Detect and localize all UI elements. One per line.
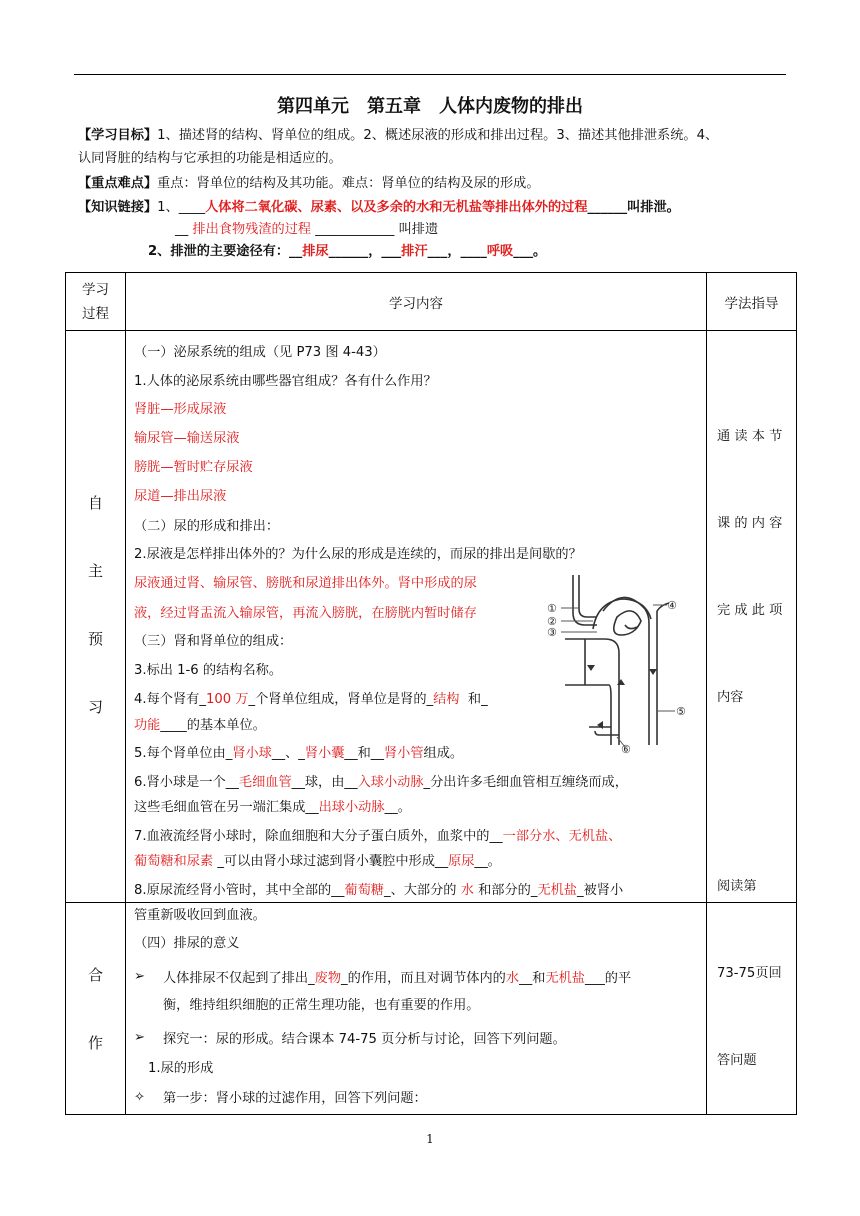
bullet-arrow-1: ➢ — [134, 969, 146, 984]
q6-suffix: _分出许多毛细血管相互缠绕而成， — [423, 775, 628, 790]
q6-answer-2: 入球小动脉 — [357, 775, 424, 790]
nephron-diagram — [545, 575, 690, 755]
p1-middle-1: _的作用，而且对调节体内的 — [341, 971, 506, 986]
q5-answer-1: 肾小球 — [232, 746, 272, 761]
link-2-answer: 排出食物残渣的过程 — [192, 222, 312, 237]
nephron-structure — [565, 575, 669, 745]
label-4: ④ — [667, 599, 677, 612]
link-3-sep-1: ______，___ — [328, 244, 402, 259]
page-title: 第四单元 第五章 人体内废物的排出 — [277, 96, 583, 117]
answer-1-bladder: 膀胱—暂时贮存尿液 — [134, 460, 253, 475]
guide-1-line-4: 内容 — [717, 690, 744, 705]
question-6-cont — [134, 799, 411, 817]
label-2: ② — [547, 615, 557, 628]
q6-middle: __球，由__ — [291, 775, 358, 790]
section-2-title: （二）尿的形成和排出： — [134, 519, 280, 534]
answer-1-ureter: 输尿管—输送尿液 — [134, 431, 240, 446]
key-label: 【重点难点】 — [78, 176, 158, 191]
link-3-answer-1: 排尿 — [302, 244, 329, 259]
question-2: 2.尿液是怎样排出体外的？为什么尿的形成是连续的，而尿的排出是间歇的？ — [134, 547, 582, 562]
link-1-suffix: ______叫排泄。 — [587, 200, 680, 215]
key-text: 重点：肾单位的结构及其功能。难点：肾单位的结构及尿的形成。 — [157, 176, 540, 191]
goals-line-2: 认同肾脏的结构与它承担的功能是相适应的。 — [78, 151, 342, 166]
q6-cont-suffix: __。 — [384, 800, 411, 815]
label-6: ⑥ — [621, 743, 631, 755]
q4-middle: _个肾单位组成，肾单位是肾的_ — [248, 692, 434, 707]
arrow-down-1 — [587, 665, 595, 671]
q7-cont-answer-1: 葡萄糖和尿素 — [134, 854, 214, 869]
q5-sep-2: __和__ — [344, 746, 384, 761]
side-char-3: 预 — [88, 630, 104, 648]
label-leaders — [561, 605, 675, 747]
process-header — [66, 273, 126, 331]
guide-2-line-2: 73-75页回 — [717, 966, 782, 981]
p1-answer-2: 水 — [505, 971, 520, 986]
link-3-answer-3: 呼吸 — [486, 244, 514, 259]
question-4-cont — [134, 717, 266, 735]
side-char-2: 主 — [88, 562, 104, 580]
knowledge-link-1 — [78, 196, 680, 219]
side-char-1: 自 — [88, 494, 104, 512]
q5-prefix: 5.每个肾单位由_ — [134, 746, 233, 761]
q4-answer-3: 功能 — [134, 718, 161, 733]
bullet-arrow-2: ➢ — [134, 1030, 146, 1045]
goals-line-1 — [78, 124, 718, 147]
q6-cont-prefix: 这些毛细血管在另一端汇集成__ — [134, 800, 319, 815]
goals-label: 【学习目标】 — [78, 128, 158, 143]
q5-suffix: 组成。 — [423, 746, 464, 761]
q7-cont-middle: _可以由肾小球过滤到肾小囊腔中形成__ — [213, 854, 449, 869]
diagram-labels — [547, 599, 686, 755]
link-2-prefix: __ — [175, 222, 193, 237]
q4-answer-1: 100 万 — [205, 692, 249, 707]
q4-suffix: 和_ — [459, 692, 488, 707]
question-8-cont: 管重新吸收回到血液。 — [134, 908, 266, 923]
table-header-row — [66, 273, 797, 331]
section-4-title: （四）排尿的意义 — [134, 936, 240, 951]
link-3-suffix: ___。 — [513, 244, 547, 259]
guide-block-1 — [717, 364, 782, 741]
self-study-side — [66, 331, 126, 903]
guide-2-line-3: 答问题 — [717, 1053, 757, 1068]
paragraph-1 — [163, 970, 631, 988]
answer-1-kidney: 肾脏—形成尿液 — [134, 402, 227, 417]
paragraph-3: 1.尿的形成 — [148, 1061, 214, 1076]
q6-answer-1: 毛细血管 — [238, 775, 292, 790]
q7-cont-suffix: __。 — [474, 854, 501, 869]
q6-cont-answer: 出球小动脉 — [318, 800, 385, 815]
page-number: 1 — [426, 1132, 434, 1146]
link-3-sep-2: ___，____ — [427, 244, 487, 259]
link-3-answer-2: 排汗 — [401, 244, 428, 259]
guide-2-line-1: 阅读第 — [717, 879, 757, 894]
flow-arrows — [587, 665, 657, 729]
q8-answer-1: 葡萄糖 — [344, 883, 384, 898]
question-8 — [134, 882, 623, 900]
side-char-5: 合 — [88, 966, 104, 984]
q7-answer-1: 一部分水、无机盐、 — [502, 829, 622, 844]
label-3: ③ — [547, 626, 557, 639]
answer-2-line-1: 尿液通过肾、输尿管、膀胱和尿道排出体外。肾中形成的尿 — [134, 576, 477, 591]
key-points — [78, 172, 540, 195]
question-5 — [134, 745, 463, 763]
answer-2-line-2: 液，经过肾盂流入输尿管，再流入膀胱，在膀胱内暂时储存 — [134, 606, 477, 621]
link-2-suffix: ____________ 叫排遗 — [311, 222, 439, 237]
goals-text-1: 1、描述肾的结构、肾单位的组成。2、概述尿液的形成和排出过程。3、描述其他排泄系统。4、 — [157, 128, 719, 143]
q8-answer-2: 水 — [460, 883, 474, 898]
q4-cont-suffix: ____的基本单位。 — [160, 718, 266, 733]
guide-1-line-2: 课 的 内 容 — [717, 516, 783, 531]
q8-sep-2: 和部分的_ — [473, 883, 538, 898]
q8-prefix: 8.原尿流经肾小管时，其中全部的__ — [134, 883, 345, 898]
content-header: 学习内容 — [126, 273, 707, 331]
paragraph-1-cont: 衡，维持组织细胞的正常生理功能，也有重要的作用。 — [163, 998, 480, 1013]
label-1: ① — [547, 602, 557, 615]
cooperation-side — [66, 903, 126, 1115]
guide-header: 学法指导 — [707, 273, 797, 331]
guide-1-line-1: 通 读 本 节 — [717, 429, 783, 444]
q5-answer-3: 肾小管 — [383, 746, 424, 761]
question-6 — [134, 774, 628, 792]
q5-sep-1: __、_ — [271, 746, 305, 761]
bullet-diamond: ✧ — [134, 1090, 146, 1105]
answer-1-urethra: 尿道—排出尿液 — [134, 489, 227, 504]
p1-suffix: ___的平 — [585, 971, 632, 986]
knowledge-link-2 — [175, 218, 438, 241]
question-1: 1.人体的泌尿系统由哪些器官组成？各有什么作用？ — [134, 374, 437, 389]
process-header-line-2: 过程 — [82, 305, 109, 322]
top-rule — [74, 74, 786, 75]
section-3-title: （三）肾和肾单位的组成： — [134, 634, 293, 649]
q7-prefix: 7.血液流经肾小球时，除血细胞和大分子蛋白质外，血浆中的__ — [134, 829, 503, 844]
label-5: ⑤ — [676, 705, 686, 718]
question-7-cont — [134, 853, 501, 871]
q8-sep-1: _、大部分的 — [383, 883, 461, 898]
guide-1-line-3: 完 成 此 项 — [717, 603, 783, 618]
question-7 — [134, 828, 621, 846]
q4-prefix: 4.每个肾有_ — [134, 692, 206, 707]
paragraph-4: 第一步：肾小球的过滤作用，回答下列问题： — [163, 1091, 427, 1106]
side-char-6: 作 — [88, 1034, 104, 1052]
q8-answer-3: 无机盐 — [537, 883, 577, 898]
section-1-title: （一）泌尿系统的组成（见 P73 图 4-43） — [134, 345, 386, 360]
link-1-answer: 人体将二氧化碳、尿素、以及多余的水和无机盐等排出体外的过程 — [205, 200, 588, 215]
p1-prefix: 人体排尿不仅起到了排出_ — [163, 971, 315, 986]
p1-middle-2: __和 — [519, 971, 546, 986]
q7-cont-answer-2: 原尿 — [448, 854, 475, 869]
side-char-4: 习 — [88, 698, 104, 716]
paragraph-2: 探究一：尿的形成。结合课本 74-75 页分析与讨论，回答下列问题。 — [163, 1032, 566, 1047]
link-3-prefix: 2、排泄的主要途径有：__ — [148, 244, 303, 259]
q5-answer-2: 肾小囊 — [304, 746, 345, 761]
link-1-prefix: 1、____ — [157, 200, 206, 215]
arrow-down-2 — [649, 669, 657, 675]
question-3: 3.标出 1-6 的结构名称。 — [134, 663, 283, 678]
q6-prefix: 6.肾小球是一个__ — [134, 775, 239, 790]
guide-block-2 — [717, 814, 782, 1104]
p1-answer-1: 废物 — [314, 971, 342, 986]
knowledge-link-3 — [148, 240, 546, 263]
link-label: 【知识链接】 — [78, 200, 158, 215]
p1-answer-3: 无机盐 — [545, 971, 585, 986]
process-header-line-1: 学习 — [82, 281, 109, 298]
q8-suffix: _被肾小 — [577, 883, 624, 898]
q4-answer-2: 结构 — [433, 692, 460, 707]
question-4 — [134, 691, 488, 709]
